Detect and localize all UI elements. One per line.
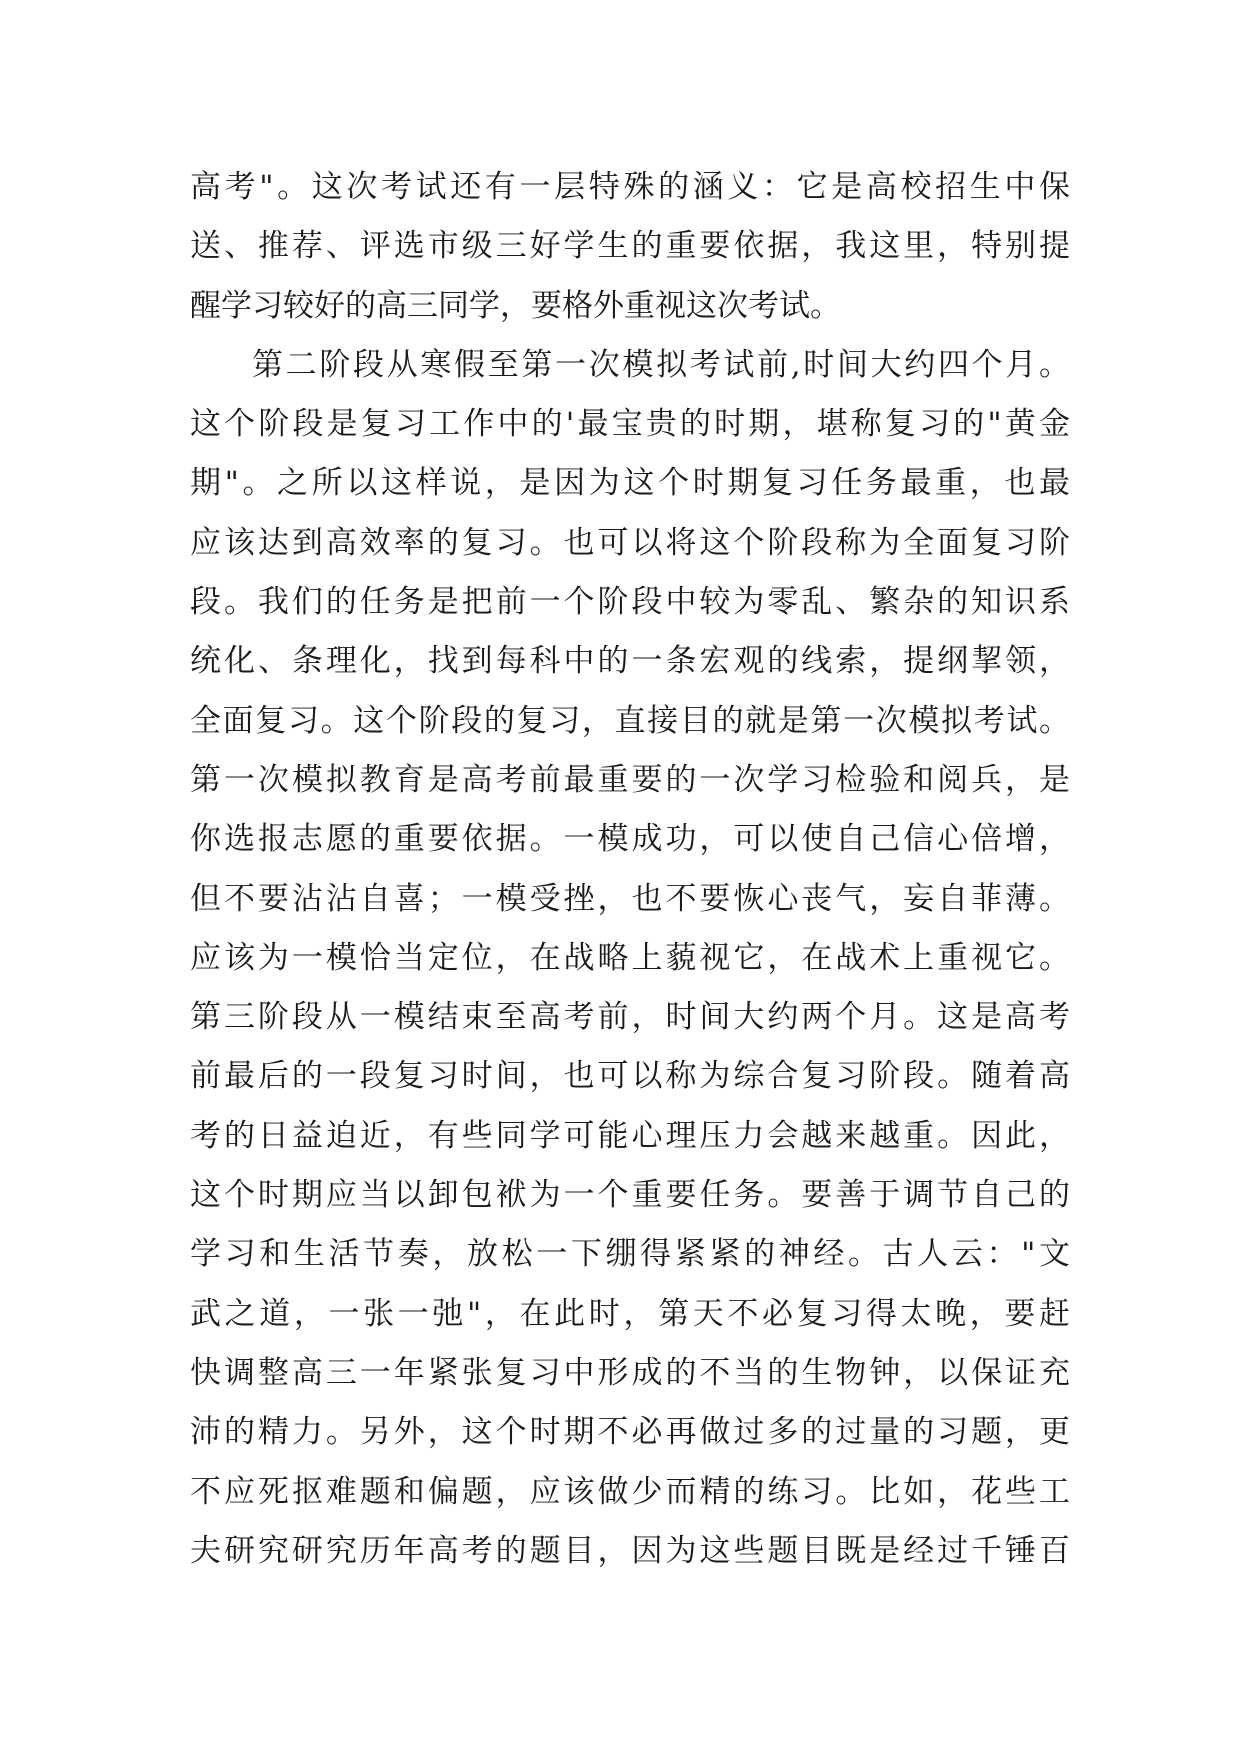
text-line: 你选报志愿的重要依据。一模成功，可以使自己信心倍增， [190,821,1070,858]
text-line: 期"。之所以这样说，是因为这个时期复习任务最重，也最 [190,465,1070,502]
text-line: 前最后的一段复习时间，也可以称为综合复习阶段。随着高 [190,1058,1070,1095]
text-line: 第一次模拟教育是高考前最重要的一次学习检验和阅兵，是 [190,761,1070,798]
text-line: 高考"。这次考试还有一层特殊的涵义：它是高校招生中保 [190,169,1070,205]
text-line: 第二阶段从寒假至第一次模拟考试前,时间大约四个月。 [252,346,1070,383]
text-line: 沛的精力。另外，这个时期不必再做过多的过量的习题，更 [190,1414,1070,1451]
text-line: 统化、条理化，找到每科中的一条宏观的线索，提纲挈领， [190,643,1070,680]
text-line: 送、推荐、评选市级三好学生的重要依据，我这里，特别提 [190,228,1070,265]
text-line: 学习和生活节奏，放松一下绷得紧紧的神经。古人云："文 [190,1236,1070,1273]
text-line: 这个时期应当以卸包袱为一个重要任务。要善于调节自己的 [190,1177,1070,1214]
text-line: 第三阶段从一模结束至高考前，时间大约两个月。这是高考 [190,999,1070,1036]
body-text [190,158,1070,1581]
text-line: 快调整高三一年紧张复习中形成的不当的生物钟，以保证充 [190,1354,1070,1391]
text-line: 这个阶段是复习工作中的'最宝贵的时期，堪称复习的"黄金 [190,406,1070,443]
text-line: 但不要沾沾自喜；一模受挫，也不要恢心丧气，妄自菲薄。 [190,880,1070,917]
text-line: 夫研究研究历年高考的题目，因为这些题目既是经过千锤百 [190,1532,1070,1569]
text-line: 不应死抠难题和偏题，应该做少而精的练习。比如，花些工 [190,1473,1070,1510]
text-line: 醒学习较好的高三同学，要格外重视这次考试。 [190,287,841,324]
text-line: 段。我们的任务是把前一个阶段中较为零乱、繁杂的知识系 [190,584,1070,621]
text-line: 应该达到高效率的复习。也可以将这个阶段称为全面复习阶 [190,524,1070,561]
text-line: 应该为一模恰当定位，在战略上藐视它，在战术上重视它。 [190,939,1070,976]
text-line: 全面复习。这个阶段的复习，直接目的就是第一次模拟考试。 [190,702,1070,739]
text-line: 武之道，一张一弛"，在此时，第天不必复习得太晚，要赶 [190,1295,1070,1332]
text-line: 考的日益迫近，有些同学可能心理压力会越来越重。因此， [190,1117,1070,1154]
